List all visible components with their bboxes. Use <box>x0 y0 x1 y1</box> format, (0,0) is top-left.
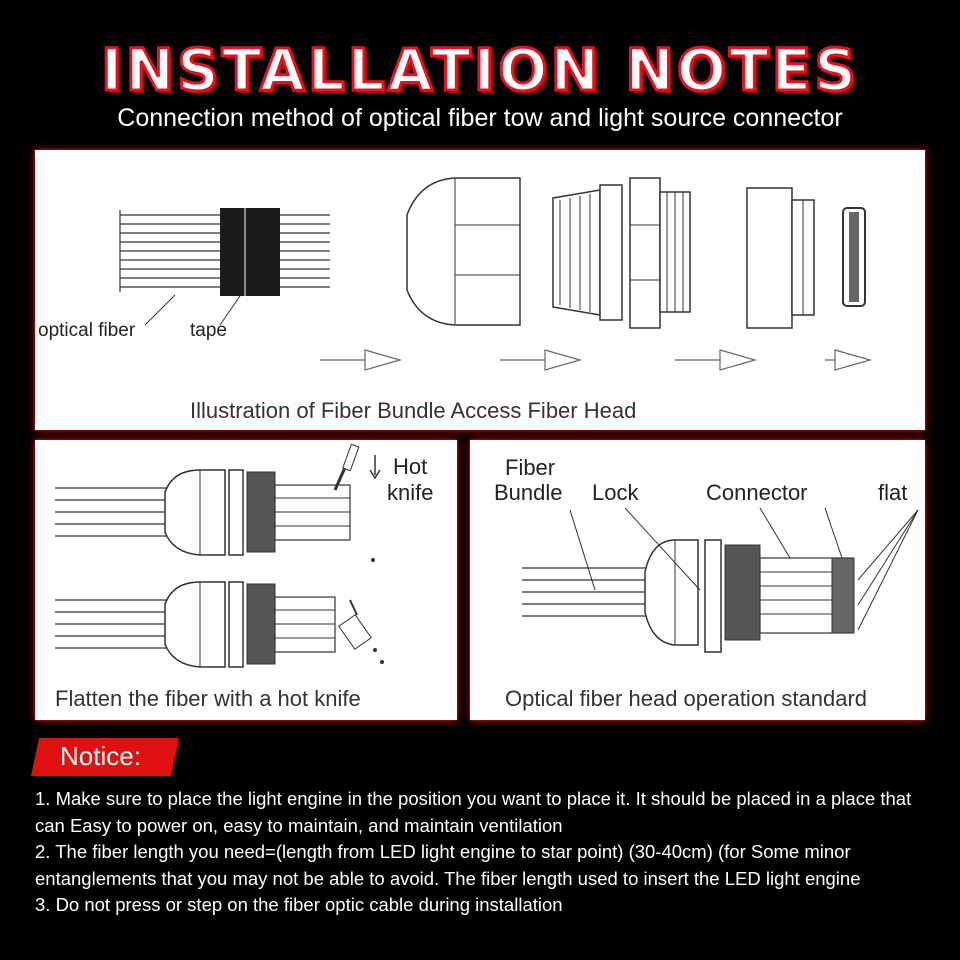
page-title: INSTALLATION NOTES <box>100 36 860 104</box>
flat-label: flat <box>878 480 908 505</box>
notice-item-1: 1. Make sure to place the light engine in the position you want to place it. It should be placed in a place that can Easy to power on, easy to maintain, and maintain ventilation <box>35 788 912 836</box>
hot-knife-panel <box>35 440 457 720</box>
bundle-label: Bundle <box>494 480 563 505</box>
hot-label: Hot <box>393 454 428 479</box>
fiber-label: Fiber <box>505 455 556 480</box>
notice-item-2: 2. The fiber length you need=(length from LED light engine to star point) (30-40cm) (for Some minor entanglements that you may not be able to avoid. The fiber length used to insert the LED light engine <box>35 841 861 889</box>
fiber-bundle-diagram <box>35 150 925 430</box>
lock-label: Lock <box>592 480 639 505</box>
fiber-head-illustration-panel <box>35 150 925 430</box>
notice-list <box>35 786 935 919</box>
tape-label: tape <box>190 320 227 341</box>
top-panel-caption: Illustration of Fiber Bundle Access Fiber Head <box>190 398 637 423</box>
left-panel-caption: Flatten the fiber with a hot knife <box>55 686 361 711</box>
notice-title: Notice: <box>60 741 141 771</box>
connector-label: Connector <box>706 480 808 505</box>
knife-label: knife <box>387 480 434 505</box>
optical-fiber-label: optical fiber <box>38 320 136 341</box>
head-standard-panel <box>470 440 925 720</box>
notice-item-3: 3. Do not press or step on the fiber optic cable during installation <box>35 894 563 915</box>
page-subtitle: Connection method of optical fiber tow and light source connector <box>117 104 843 132</box>
right-panel-caption: Optical fiber head operation standard <box>505 686 868 711</box>
